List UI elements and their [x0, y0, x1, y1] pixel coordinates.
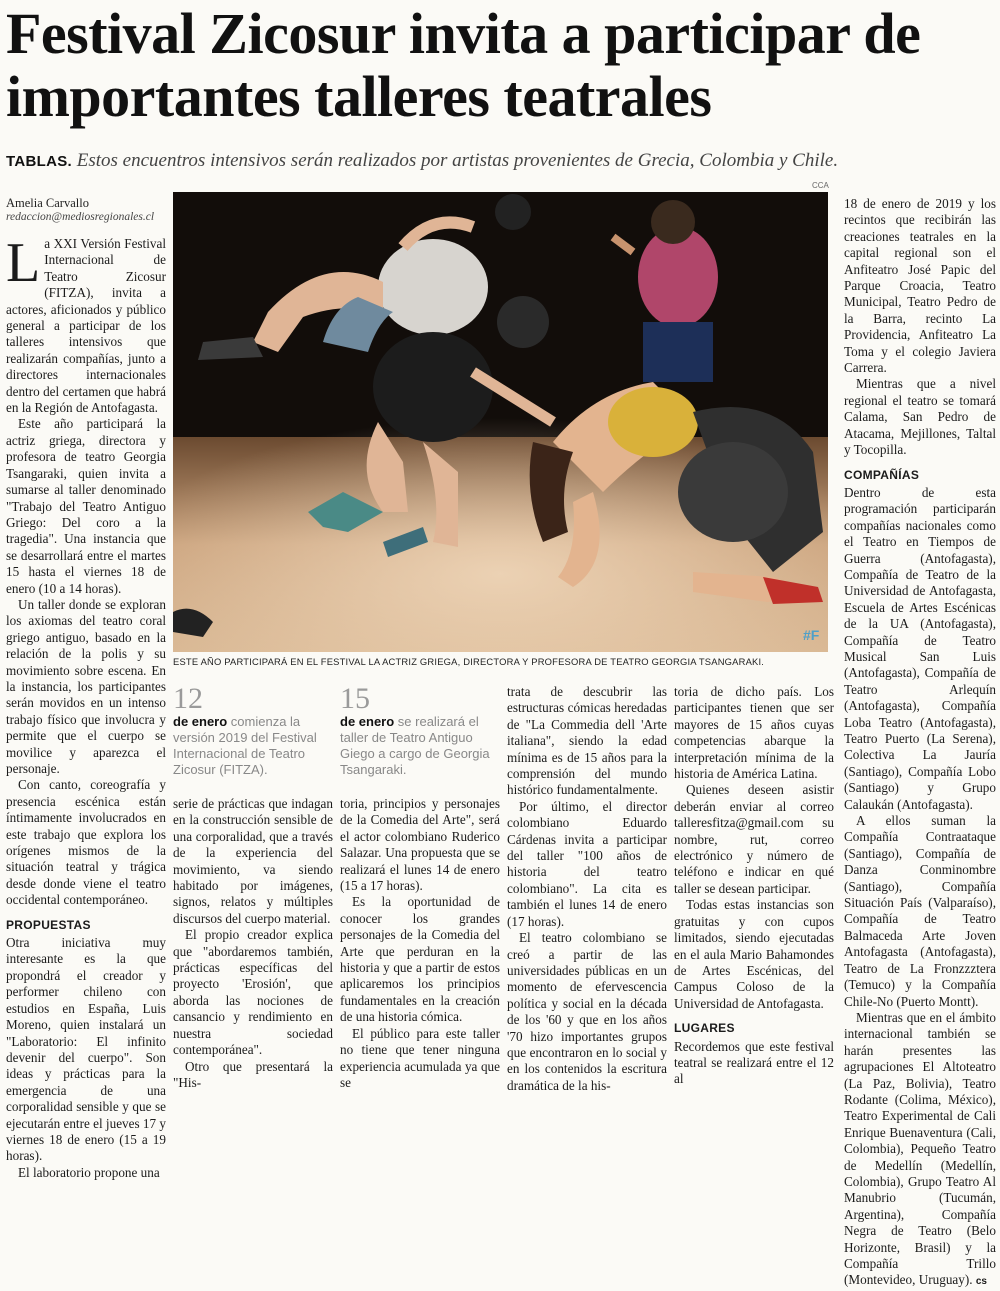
col4-p3: El teatro colombiano se creó a partir de las universidades públicas en un momento de efervescencia política y social en la década de los '60 y que en los años '70 hizo importantes grupos que encontraron en lo social y en los contenidos la escritura dramática de la his- — [507, 930, 667, 1093]
col3-p3: El público para este taller no tiene que tener ninguna experiencia acumulada ya que se — [340, 1025, 500, 1090]
subhead-companias: COMPAÑÍAS — [844, 467, 920, 482]
col5-p3: Todas estas instancias son gratuitas y con cupos limitados, siendo ejecutadas en el aula Mario Bahamondes de Artes Escénicas, del Campus Coloso de la Universidad de Antofagasta. — [674, 897, 834, 1011]
col1-p5: Otra iniciativa muy interesante es la que propondrá el creador y performer chileno con estudios en España, Luis Moreno, quien instalará un "Laboratorio: El infinito devenir del cuerpo". Son ideas y prácticas para la emergencia de una corporalidad sensible y que se ejecutarán entre el jueves 17 y viernes 18 de enero (15 a 19 horas). — [6, 935, 167, 1164]
stat-1-bold: de enero — [173, 714, 228, 729]
stat-box-2 — [340, 684, 500, 778]
col3-p2: Es la oportunidad de conocer los grandes personajes de la Comedia del Arte que perduran en la historia y que a partir de estos aplicaremos los principios fundamentales en la creación de una historia cómica. — [340, 894, 500, 1025]
col6-p4: A ellos suman la Compañía Contraataque (Santiago), Compañía de Danza Conminombre (Santiago), Compañía Situación País (Valparaíso), Compañía de Teatro Balmaceda Arte Joven Antofagasta (Antofagasta), Teatro de La Fronzzztera (Temuco) y la Compañía Chile-No (Puerto Montt). — [844, 813, 996, 1009]
col1-p4: Con canto, coreografía y presencia escénica están íntimamente involucrados en este trabajo que explora los orígenes mismos de la situación teatral y trágica desde donde viene el teatro occidental contemporáneo. — [6, 777, 166, 908]
col1-p6: El laboratorio propone una — [18, 1164, 160, 1180]
end-mark: cs — [975, 1276, 987, 1288]
dancers-illustration — [173, 192, 828, 652]
byline — [6, 196, 166, 223]
dropcap: L — [6, 232, 41, 294]
column-2 — [173, 796, 333, 1090]
stat-1-text — [173, 714, 333, 778]
col2-p3: Otro que presentará la "His- — [173, 1058, 333, 1090]
col2-p2: El propio creador explica que "abordaremos también, prácticas específicas del proyecto 'Erosión', que aborda las nociones de cansancio y rendimiento en nuestra sociedad contemporánea". — [173, 927, 333, 1058]
col6-p1: 18 de enero de 2019 y los recintos que recibirán las creaciones teatrales en la capital regional son el Anfiteatro José Papic del Parque Croacia, Teatro Municipal, Teatro Pedro de la Barra, recinto La Providencia, Anfiteatro La Toma y el colegio Javiera Carrera. — [844, 196, 996, 376]
photo-caption: ESTE AÑO PARTICIPARÁ EN EL FESTIVAL LA ACTRIZ GRIEGA, DIRECTORA Y PROFESORA DE TEATRO GEORGIA TSANGARAKI. — [173, 656, 765, 667]
deck-text: Estos encuentros intensivos serán realizados por artistas provenientes de Grecia, Colombia y Chile. — [71, 150, 839, 171]
byline-email: redaccion@mediosregionales.cl — [6, 211, 155, 223]
column-5 — [674, 684, 834, 1087]
dance-photo — [173, 192, 828, 652]
stat-1-rest: comienza la versión 2019 del Festival Internacional de Teatro Zicosur (FITZA). — [173, 714, 317, 777]
column-6 — [844, 196, 996, 1288]
col2-p1: serie de prácticas que indagan en la construcción sensible de una corporalidad, que a través de la experiencia del movimiento, va siendo habitado por imágenes, signos, relatos y múltiples discursos del cuerpo material. — [173, 796, 333, 926]
stat-box-1 — [173, 684, 333, 778]
col6-p5-text: Mientras que en el ámbito internacional también se harán presentes las agrupaciones El Altoteatro (La Paz, Bolivia), Teatro Rodante (Colima, México), Teatro Experimental de Cali Enrique Buenaventura (Cali, Colombia), Pequeño Teatro de Medellín (Medellín, Colombia), Grupo Teatro Al Manubrio (Tucumán, Argentina), Compañía Negra de Teatro (Belo Horizonte, Brasil) y la Compañía Trillo (Montevideo, Uruguay). — [844, 1009, 996, 1288]
col1-paragraph — [6, 232, 166, 416]
col3-p1: toria, principios y personajes de la Comedia del Arte", será el actor colombiano Ruderico Salazar. Una propuesta que se realizará el lunes 14 de enero (15 a 17 horas). — [340, 796, 500, 894]
col6-p2: Mientras que a nivel regional el teatro se tomará Calama, San Pedro de Atacama, Mejillones, Taltal y Tocopilla. — [844, 376, 996, 458]
photo-credit: CCA — [812, 181, 829, 190]
column-3 — [340, 796, 500, 1090]
stat-2-bold: de enero — [340, 714, 395, 729]
byline-name: Amelia Carvallo — [6, 196, 89, 210]
deck — [6, 150, 996, 172]
stat-2-text — [340, 714, 500, 778]
photo-corner-mark: #F — [803, 627, 820, 643]
stat-2-number: 15 — [340, 682, 370, 715]
col5-p2: Quienes deseen asistir deberán enviar al correo talleresfitza@gmail.com su nombre, rut, correo electrónico y número de teléfono e indicar en qué taller se desean participar. — [674, 782, 834, 896]
col6-p5 — [844, 1010, 996, 1291]
column-4 — [507, 684, 667, 1093]
col4-p1: trata de descubrir las estructuras cómicas heredadas de "La Commedia dell 'Arte italiana", siendo la edad mínima es de 15 años para la comprensión del mundo histórico fundamentalmente. — [507, 684, 667, 798]
deck-kicker: TABLAS. — [6, 153, 72, 170]
column-1 — [6, 232, 167, 1180]
stat-1-number: 12 — [173, 682, 203, 715]
col5-p1: toria de dicho país. Los participantes tienen que ser mayores de 15 años cuyas competencias abarque la interpretación mínima de la historia de América Latina. — [674, 684, 834, 782]
stat-2-rest: se realizará el taller de Teatro Antiguo Giego a cargo de Georgia Tsangaraki. — [340, 714, 490, 777]
col1-p2: Este año participará la actriz griega, directora y profesora de teatro Georgia Tsangaraki, quien invita a sumarse al taller denominado "Trabajo del Teatro Antiguo Griego: Del coro a la tragedia". Una instancia que se desarrollará entre el martes 15 hasta el viernes 18 de enero (10 a 14 horas). — [6, 416, 166, 596]
col1-p3: Un taller donde se exploran los axiomas del teatro coral griego antiguo, basado en la relación de la polis y su movimiento sobre escena. En la instancia, los participantes serán movidos en un intenso trabajo físico que involucra y permite que el cuerpo se movilice y aparezca el personaje. — [6, 596, 166, 776]
headline: Festival Zicosur invita a participar de importantes talleres teatrales — [6, 1, 921, 129]
subhead-propuestas: PROPUESTAS — [6, 917, 91, 932]
col6-p3: Dentro de esta programación participarán compañías nacionales como el Teatro en Tiempos de Guerra (Antofagasta), Compañía de Teatro de la Universidad de Antofagasta, Escuela de Artes Escénicas de la UA (Antofagasta), Compañía de Teatro Musical San Luis (Antofagasta), Compañía de Teatro Arlequín (Antofagasta), Compañía Loba Teatro (Antofagasta), Teatro Puerto (La Serena), Colectiva La Jauría (Santiago), Compañía Lobo (Santiago) y Grupo Calaukán (Antofagasta). — [844, 484, 996, 812]
col4-p2: Por último, el director colombiano Eduardo Cárdenas invita a participar del taller "100 años de historia del teatro colombiano". La cita es también el lunes 14 de enero (17 horas). — [507, 798, 667, 929]
col1-p1: a XXI Versión Festival Internacional de Teatro Zicosur (FITZA), invita a actores, aficionados y público general a participar de los talleres intensivos que realizarán compañías, junto a directores internacionales dentro del certamen que habrá en la Región de Antofagasta. — [6, 236, 166, 416]
col5-p4: Recordemos que este festival teatral se realizará entre el 12 al — [674, 1038, 834, 1087]
subhead-lugares: LUGARES — [674, 1021, 735, 1036]
